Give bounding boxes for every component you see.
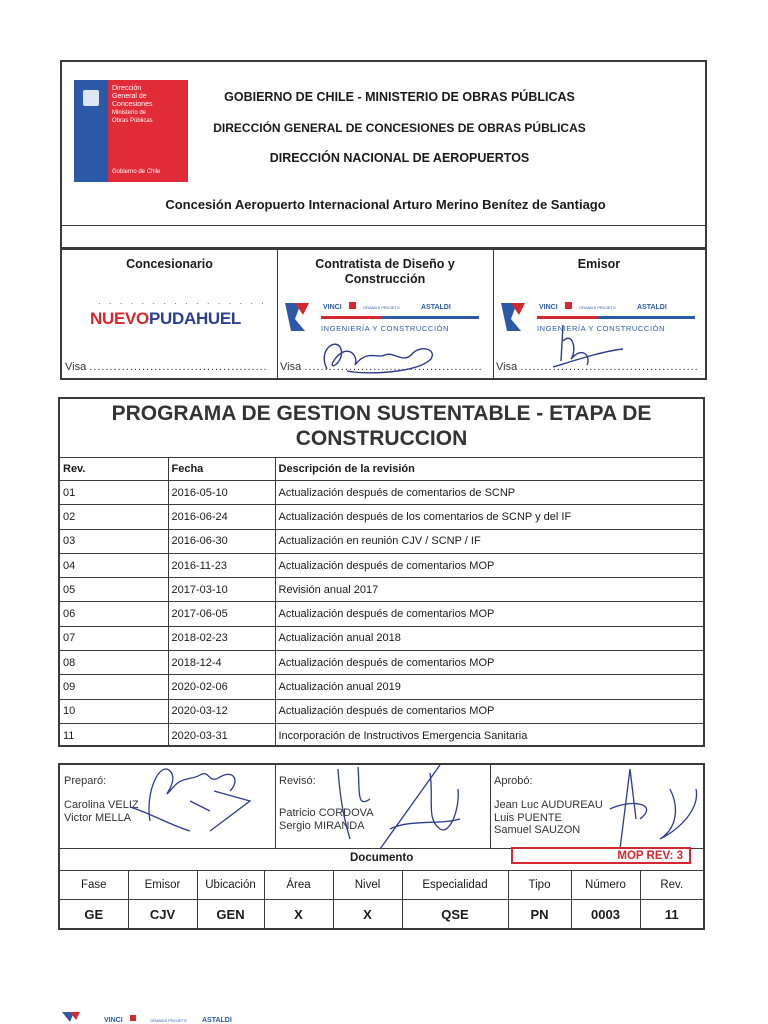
code-value-cell: X xyxy=(264,900,333,929)
revision-row xyxy=(60,529,703,553)
grands-projets-text: GRANDS PROJETS xyxy=(579,305,616,310)
approved-names xyxy=(494,799,603,837)
code-header-cell: Tipo xyxy=(508,871,571,900)
revision-row xyxy=(60,675,703,699)
logo-text-1: Dirección xyxy=(112,85,142,92)
visa-line: Visa ............................................ xyxy=(496,361,699,373)
logo-text-2: General de xyxy=(112,93,147,100)
rev-number: 07 xyxy=(60,626,168,650)
document-title xyxy=(60,401,703,451)
contratista-cell xyxy=(277,249,494,378)
approved-name-1: Jean Luc AUDUREAU xyxy=(494,799,603,811)
rev-date: 2016-11-23 xyxy=(168,553,275,577)
logo-text-bottom: Gobierno de Chile xyxy=(112,169,161,175)
code-header-cell: Fase xyxy=(60,871,128,900)
code-header-cell: Emisor xyxy=(128,871,197,900)
code-header-cell: Área xyxy=(264,871,333,900)
emisor-cell xyxy=(493,249,705,378)
approved-name-2: Luis PUENTE xyxy=(494,811,562,824)
rev-description: Actualización en reunión CJV / SCNP / IF xyxy=(275,529,703,553)
code-header-cell: Especialidad xyxy=(402,871,508,900)
rev-description: Actualización después de comentarios MOP xyxy=(275,699,703,723)
title-block xyxy=(58,397,705,747)
chile-shield-icon xyxy=(74,80,108,182)
code-value-cell: 11 xyxy=(640,900,703,929)
rev-date: 2020-03-31 xyxy=(168,723,275,747)
rev-date: 2020-02-06 xyxy=(168,675,275,699)
document-title-line-2: CONSTRUCCION xyxy=(295,427,468,450)
visa-label: Visa xyxy=(65,361,87,373)
rev-date: 2017-03-10 xyxy=(168,578,275,602)
rev-description: Actualización después de los comentarios de SCNP y del IF xyxy=(275,505,703,529)
code-value-cell: PN xyxy=(508,900,571,929)
rev-number: 06 xyxy=(60,602,168,626)
code-value-cell: 0003 xyxy=(571,900,640,929)
code-value-cell: QSE xyxy=(402,900,508,929)
approved-label: Aprobó: xyxy=(494,775,533,787)
revision-row xyxy=(60,626,703,650)
header-line-2: DIRECCIÓN GENERAL DE CONCESIONES DE OBRAS PÚBLICAS xyxy=(213,121,586,135)
dgc-logo xyxy=(74,80,188,182)
rev-description: Actualización después de comentarios de SCNP xyxy=(275,481,703,505)
header-fecha: Fecha xyxy=(168,458,275,481)
rev-date: 2016-06-24 xyxy=(168,505,275,529)
contratista-title-1: Contratista de Diseño y xyxy=(315,257,455,271)
prepared-name-2: Victor MELLA xyxy=(64,811,132,824)
cjv-tagline: INGENIERÍA Y CONSTRUCCIÓN xyxy=(321,324,450,333)
reviewed-label: Revisó: xyxy=(279,775,316,787)
rev-number: 02 xyxy=(60,505,168,529)
reviewed-signature xyxy=(330,759,490,859)
approved-signature xyxy=(600,759,705,851)
rev-number: 09 xyxy=(60,675,168,699)
grands-projets-text: GRANDS PROJETS xyxy=(363,305,400,310)
logo-text-5: Obras Públicas xyxy=(112,118,153,124)
concession-name: Concesión Aeropuerto Internacional Arturo Merino Benítez de Santiago xyxy=(165,197,606,212)
concesionario-title: Concesionario xyxy=(126,257,213,271)
vinci-text: VINCI xyxy=(539,304,558,311)
rev-description: Actualización anual 2018 xyxy=(275,626,703,650)
cjv-tagline: INGENIERÍA Y CONSTRUCCIÓN xyxy=(537,324,666,333)
visa-label: Visa xyxy=(496,361,518,373)
astaldi-text: ASTALDI xyxy=(421,304,451,311)
logo-text-3: Concesiones xyxy=(112,101,153,108)
rev-date: 2020-03-12 xyxy=(168,699,275,723)
revision-row xyxy=(60,651,703,675)
header-descripcion: Descripción de la revisión xyxy=(275,458,703,481)
rev-date: 2017-06-05 xyxy=(168,602,275,626)
code-header-cell: Ubicación xyxy=(197,871,264,900)
visa-label: Visa xyxy=(280,361,302,373)
rev-number: 10 xyxy=(60,699,168,723)
footer-astaldi-text: ASTALDI xyxy=(202,1017,232,1024)
revision-row xyxy=(60,578,703,602)
document-code-table xyxy=(60,870,703,928)
approved-name-3: Samuel SAUZON xyxy=(494,824,581,836)
rev-date: 2018-12-4 xyxy=(168,651,275,675)
reviewed-name-1: Patricio CORDOVA xyxy=(279,807,374,819)
revision-table xyxy=(60,457,703,747)
footer-cjv-logo xyxy=(60,1008,260,1024)
rev-date: 2016-06-30 xyxy=(168,529,275,553)
revision-row xyxy=(60,505,703,529)
logo-text-4: Ministerio de xyxy=(112,110,147,116)
rev-date: 2016-05-10 xyxy=(168,481,275,505)
code-value-cell: CJV xyxy=(128,900,197,929)
prepared-signature xyxy=(90,751,270,847)
rev-number: 05 xyxy=(60,578,168,602)
astaldi-text: ASTALDI xyxy=(637,304,667,311)
emisor-title: Emisor xyxy=(577,257,621,271)
rev-date: 2018-02-23 xyxy=(168,626,275,650)
code-value-cell: X xyxy=(333,900,402,929)
footer-vinci-text: VINCI xyxy=(104,1017,123,1024)
document-code-header-row xyxy=(60,871,703,900)
visa-line: Visa ............................................ xyxy=(65,361,268,373)
approvals-divider-1 xyxy=(275,765,276,848)
code-value-cell: GE xyxy=(60,900,128,929)
rev-description: Actualización anual 2019 xyxy=(275,675,703,699)
revision-row xyxy=(60,699,703,723)
rev-description: Revisión anual 2017 xyxy=(275,578,703,602)
code-header-cell: Número xyxy=(571,871,640,900)
code-value-cell: GEN xyxy=(197,900,264,929)
concesionario-cell xyxy=(62,249,278,378)
header-line-1: GOBIERNO DE CHILE - MINISTERIO DE OBRAS PÚBLICAS xyxy=(224,90,575,104)
revision-row xyxy=(60,723,703,747)
header-block xyxy=(60,60,707,250)
rev-number: 08 xyxy=(60,651,168,675)
header-divider xyxy=(62,225,705,226)
document-code-value-row xyxy=(60,900,703,929)
header-rev: Rev. xyxy=(60,458,168,481)
rev-number: 03 xyxy=(60,529,168,553)
prepared-name-1: Carolina VELIZ xyxy=(64,799,139,811)
contratista-title-2: Construcción xyxy=(344,272,426,286)
footer-grands-projets-text: GRANDS PROJETS xyxy=(150,1018,187,1023)
prepared-label: Preparó: xyxy=(64,775,107,787)
vinci-text: VINCI xyxy=(323,304,342,311)
reviewed-name-2: Sergio MIRANDA xyxy=(279,819,365,832)
rev-description: Actualización después de comentarios MOP xyxy=(275,602,703,626)
mop-rev-stamp: MOP REV: 3 xyxy=(511,847,691,864)
visa-line: Visa ............................................ xyxy=(280,361,483,373)
nuevo-pudahuel-dots: · · · · · · · · · · · · · · · · xyxy=(98,299,267,308)
revision-row xyxy=(60,553,703,577)
rev-number: 04 xyxy=(60,553,168,577)
code-header-cell: Nivel xyxy=(333,871,402,900)
code-header-cell: Rev. xyxy=(640,871,703,900)
np-logo-b: PUDAHUEL xyxy=(148,309,242,328)
approvals-divider-2 xyxy=(490,765,491,848)
revision-row xyxy=(60,602,703,626)
document-label: Documento xyxy=(350,852,414,864)
rev-description: Actualización después de comentarios MOP xyxy=(275,553,703,577)
rev-number: 11 xyxy=(60,723,168,747)
document-title-line-1: PROGRAMA DE GESTION SUSTENTABLE - ETAPA DE xyxy=(111,402,652,425)
rev-description: Actualización después de comentarios MOP xyxy=(275,651,703,675)
np-logo-a: NUEVO xyxy=(90,309,149,328)
contratista-title xyxy=(277,257,493,287)
nuevo-pudahuel-logo xyxy=(90,309,241,329)
rev-description: Incorporación de Instructivos Emergencia Sanitaria xyxy=(275,723,703,747)
revision-header-row xyxy=(60,458,703,481)
rev-number: 01 xyxy=(60,481,168,505)
revision-row xyxy=(60,481,703,505)
approvals-block xyxy=(58,763,705,930)
parties-block xyxy=(60,247,707,380)
header-line-3: DIRECCIÓN NACIONAL DE AEROPUERTOS xyxy=(269,151,530,165)
